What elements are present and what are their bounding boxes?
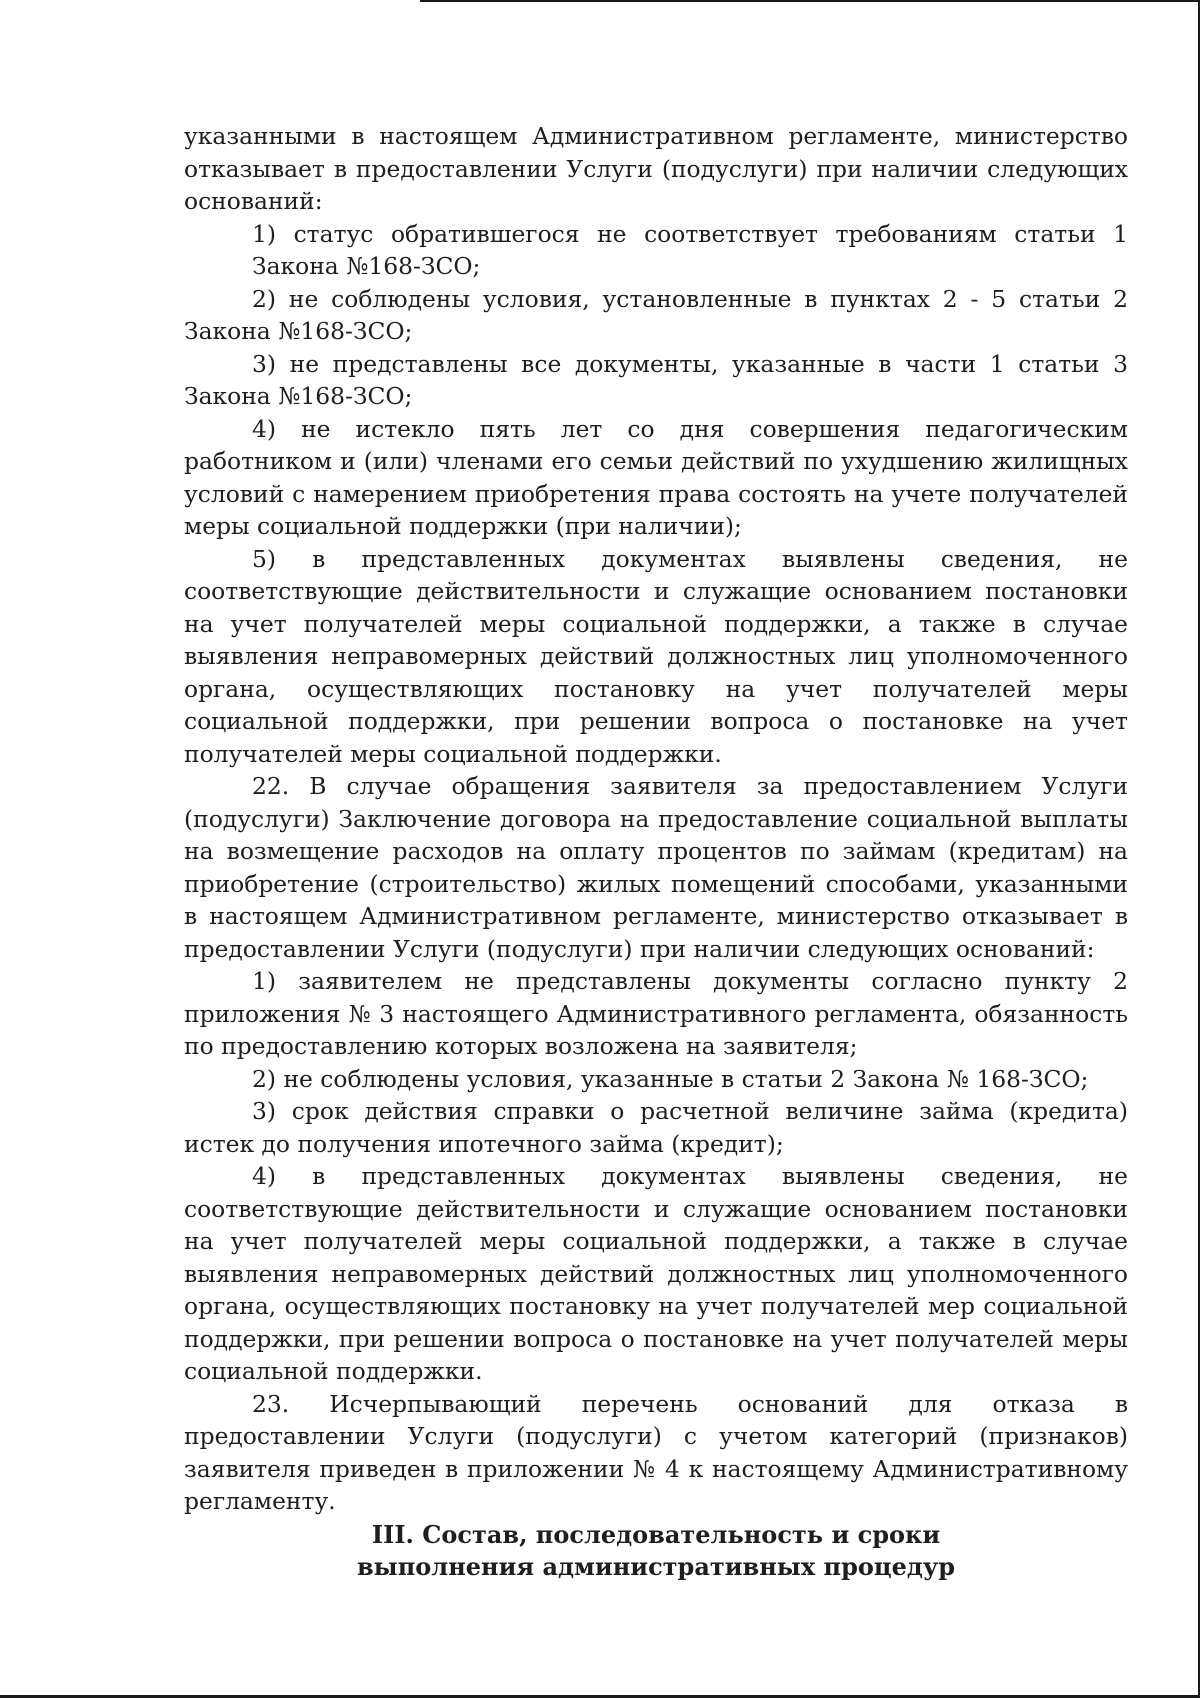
section-heading-line-2: выполнения административных процедур (356, 1552, 956, 1581)
document-body (184, 120, 1128, 1518)
list-item-false-info-2: 4) в представленных документах выявлены сведения, не соответствующие действительности и служащие основанием постановки на учет получателей меры социальной поддержки, а также в случае выявления неправомерных действий должностных лиц уполномоченного органа, осуществляющих постановку на учет получателей мер социальной поддержки, при решении вопроса о постановке на учет получателей меры социальной поддержки. (184, 1162, 1128, 1385)
list-item-no-documents: 1) заявителем не представлены документы согласно пункту 2 приложения № 3 настоящего Административного регламента, обязанность по предоставлению которых возложена на заявителя; (184, 967, 1128, 1060)
paragraph-23: 23. Исчерпывающий перечень оснований для отказа в предоставлении Услуги (подуслуги) с учетом категорий (признаков) заявителя приведен в приложении № 4 к настоящему Административному регламенту. (184, 1389, 1128, 1515)
section-heading-line-1: III. Состав, последовательность и сроки (371, 1520, 941, 1549)
list-item-conditions: 2) не соблюдены условия, установленные в пунктах 2 - 5 статьи 2 Закона №168-ЗСО; (184, 284, 1128, 345)
scan-edge-top (420, 0, 1200, 2)
paragraph-22: 22. В случае обращения заявителя за предоставлением Услуги (подуслуги) Заключение договора на предоставление социальной выплаты на возмещение расходов на оплату процентов по займам (кредитам) на приобретение (строительство) жилых помещений способами, указанными в настоящем Административном регламенте, министерство отказывает в предоставлении Услуги (подуслуги) при наличии следующих оснований: (184, 772, 1128, 963)
list-item-documents: 3) не представлены все документы, указанные в части 1 статьи 3 Закона №168-ЗСО; (184, 349, 1128, 410)
list-item-false-info: 5) в представленных документах выявлены сведения, не соответствующие действительности и служащие основанием постановки на учет получателей меры социальной поддержки, а также в случае выявления неправомерных действий должностных лиц уполномоченного органа, осуществляющих постановку на учет получателей меры социальной поддержки, при решении вопроса о постановке на учет получателей меры социальной поддержки. (184, 544, 1128, 768)
section-heading (184, 1519, 1128, 1583)
list-item-status: 1) статус обратившегося не соответствует требованиям статьи 1 Закона №168-ЗСО; (252, 219, 1128, 280)
list-item-five-years: 4) не истекло пять лет со дня совершения педагогическим работником и (или) членами его семьи действий по ухудшению жилищных условий с намерением приобретения права состоять на учете получателей меры социальной поддержки (при наличии); (184, 414, 1128, 540)
list-item-certificate-expired: 3) срок действия справки о расчетной величине займа (кредита) истек до получения ипотечного займа (кредит); (184, 1097, 1128, 1158)
paragraph-continuation: указанными в настоящем Административном регламенте, министерство отказывает в предоставлении Услуги (подуслуги) при наличии следующих оснований: (184, 122, 1128, 215)
list-item-conditions-article-2: 2) не соблюдены условия, указанные в статьи 2 Закона № 168-ЗСО; (252, 1064, 1089, 1093)
